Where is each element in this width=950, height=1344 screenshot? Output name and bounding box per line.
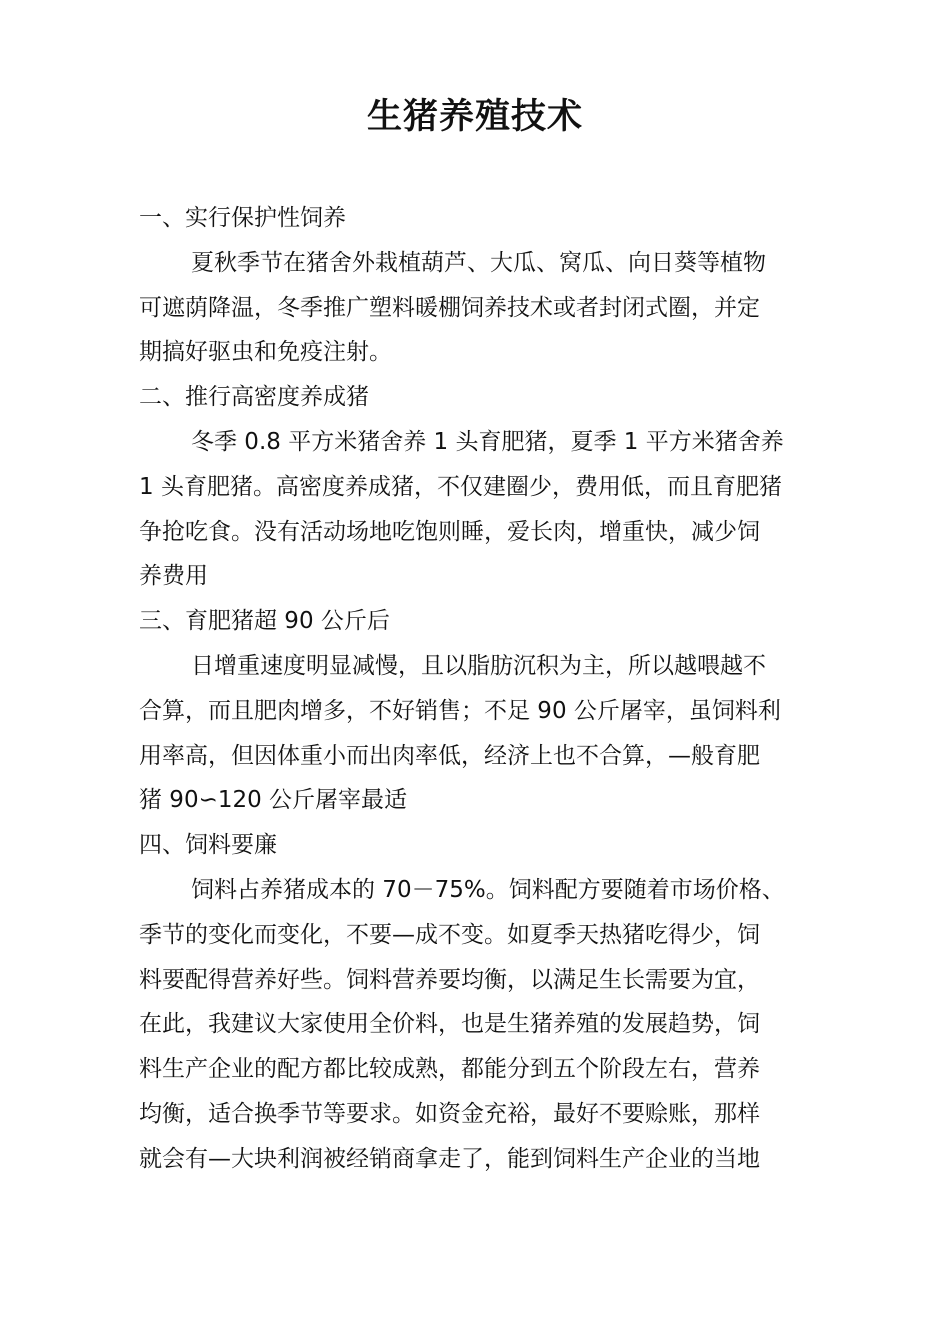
section-over-90kg [139,599,829,823]
section-protective-feeding [139,196,829,375]
paragraph-line: 就会有—大块利润被经销商拿走了，能到饲料生产企业的当地 [139,1145,760,1172]
paragraph-line: 夏秋季节在猪舍外栽植葫芦、大瓜、窝瓜、向日葵等植物 [191,249,766,276]
paragraph-line: 均衡，适合换季节等要求。如资金充裕，最好不要赊账，那样 [139,1100,760,1127]
section-paragraph [139,420,829,599]
paragraph-line: 饲料占养猪成本的 70－75%。饲料配方要随着市场价格、 [191,876,785,903]
paragraph-line: 猪 90∽120 公斤屠宰最适 [139,787,408,814]
paragraph-line: 料生产企业的配方都比较成熟，都能分到五个阶段左右，营养 [139,1056,760,1083]
paragraph-line: 日增重速度明显减慢，且以脂肪沉积为主，所以越喂越不 [191,652,766,679]
section-heading: 二、推行高密度养成猪 [139,384,369,411]
section-paragraph [139,868,829,1182]
paragraph-line: 用率高，但因体重小而出肉率低，经济上也不合算，—般育肥 [139,742,760,769]
document-title: 生猪养殖技术 [366,97,583,137]
paragraph-line: 合算，而且肥肉增多，不好销售；不足 90 公斤屠宰，虽饲料利 [139,697,781,724]
section-feed-cost [139,823,829,1181]
section-heading: 一、实行保护性饲养 [139,205,346,231]
paragraph-line: 可遮荫降温，冬季推广塑料暖棚饲养技术或者封闭式圈，并定 [139,294,760,321]
section-heading: 四、饲料要廉 [139,832,277,859]
section-high-density [139,375,829,599]
paragraph-line: 季节的变化而变化，不要—成不变。如夏季天热猪吃得少，饲 [139,921,760,948]
paragraph-line: 争抢吃食。没有活动场地吃饱则睡，爱长肉，增重快，减少饲 [139,518,760,545]
paragraph-line: 期搞好驱虫和免疫注射。 [139,339,392,366]
paragraph-line: 冬季 0.8 平方米猪舍养 1 头育肥猪，夏季 1 平方米猪舍养 [191,428,784,455]
section-paragraph [139,644,829,823]
paragraph-line: 在此，我建议大家使用全价料，也是生猪养殖的发展趋势，饲 [139,1011,760,1038]
paragraph-line: 养费用 [139,563,208,590]
document-body [139,196,829,1182]
section-heading: 三、育肥猪超 90 公斤后 [139,608,390,635]
paragraph-line: 1 头育肥猪。高密度养成猪，不仅建圈少，费用低，而且育肥猪 [139,473,782,500]
section-paragraph [139,241,829,375]
paragraph-line: 料要配得营养好些。饲料营养要均衡，以满足生长需要为宜， [139,966,760,993]
